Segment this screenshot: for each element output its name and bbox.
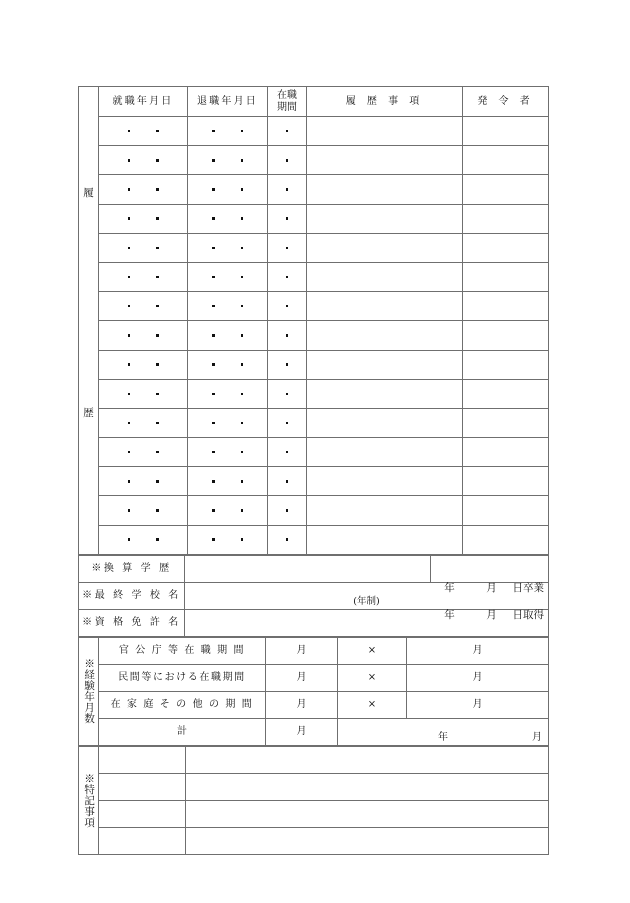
cell-start-date[interactable] [99,467,188,496]
final-school-value[interactable] [185,582,549,609]
date-separator-dot [286,480,289,483]
table-row [79,408,549,437]
license-month-unit: 月 [486,608,497,621]
experience-total-label: 計 [99,718,266,745]
converted-education-value[interactable] [185,555,431,582]
date-separator-dot [286,217,289,220]
remarks-key[interactable] [99,827,186,854]
date-separator-dot [156,509,159,512]
date-separator-dot [212,188,215,191]
date-separator-dot [241,509,244,512]
cell-tenure-period[interactable] [268,292,307,321]
cell-history-item[interactable] [307,525,463,554]
remarks-side-label [79,746,99,854]
table-row [79,379,549,408]
history-side-label [79,87,99,555]
cell-history-item[interactable] [307,146,463,175]
cell-end-date[interactable] [188,350,268,379]
experience-table [78,637,549,746]
date-separator-dot [241,422,244,425]
cell-end-date[interactable] [188,321,268,350]
date-separator-dot [128,538,131,541]
date-separator-dot [156,393,159,396]
tenure-label-line1: 在職 [277,90,297,101]
date-separator-dot [128,130,131,133]
date-separator-dot [241,480,244,483]
cell-issuer[interactable] [463,438,549,467]
cell-start-date[interactable] [99,438,188,467]
cell-end-date[interactable] [188,146,268,175]
date-separator-dot [156,159,159,162]
date-separator-dot [241,130,244,133]
cell-history-item[interactable] [307,292,463,321]
cell-end-date[interactable] [188,292,268,321]
remarks-table [78,746,549,855]
cell-end-date[interactable] [188,117,268,146]
date-separator-dot [156,334,159,337]
table-row [79,262,549,291]
cell-issuer[interactable] [463,379,549,408]
date-separator-dot [241,305,244,308]
remarks-side-label-text: ※特記事項 [83,772,96,828]
date-separator-dot [212,334,215,337]
date-separator-dot [286,276,289,279]
cell-start-date[interactable] [99,350,188,379]
cell-tenure-period[interactable] [268,233,307,262]
date-separator-dot [156,276,159,279]
education-table [78,555,549,637]
date-separator-dot [286,422,289,425]
date-separator-dot [128,217,131,220]
cell-end-date[interactable] [188,408,268,437]
table-row [79,175,549,204]
date-separator-dot [286,363,289,366]
date-separator-dot [241,393,244,396]
experience-result-home[interactable] [407,691,549,718]
date-separator-dot [128,188,131,191]
date-separator-dot [212,247,215,250]
cell-end-date[interactable] [188,262,268,291]
remarks-value[interactable] [186,746,549,773]
column-header-tenure-period [268,87,307,117]
cell-history-item[interactable] [307,117,463,146]
cell-end-date[interactable] [188,175,268,204]
table-row [79,204,549,233]
cell-issuer[interactable] [463,262,549,291]
converted-education-row [79,555,549,582]
date-separator-dot [156,480,159,483]
cell-start-date[interactable] [99,379,188,408]
final-school-row [79,582,549,609]
cell-tenure-period[interactable] [268,496,307,525]
cell-start-date[interactable] [99,146,188,175]
cell-tenure-period[interactable] [268,146,307,175]
experience-label-home: 在 家 庭 そ の 他 の 期 間 [99,691,266,718]
date-separator-dot [241,188,244,191]
experience-result-public[interactable] [407,637,549,664]
history-side-label-top: 履 [83,187,94,199]
final-school-label: ※最 終 学 校 名 [79,582,185,609]
date-separator-dot [128,480,131,483]
cell-tenure-period[interactable] [268,467,307,496]
date-separator-dot [128,451,131,454]
cell-start-date[interactable] [99,292,188,321]
table-row [79,350,549,379]
multiply-icon: × [367,699,377,711]
date-separator-dot [128,276,131,279]
date-separator-dot [156,451,159,454]
cell-tenure-period[interactable] [268,350,307,379]
date-separator-dot [212,276,215,279]
table-row [79,117,549,146]
remarks-value[interactable] [186,773,549,800]
table-row [79,467,549,496]
result-unit: 月 [472,645,483,657]
result-unit: 月 [472,672,483,684]
multiply-icon: × [367,672,377,684]
cell-issuer[interactable] [463,117,549,146]
experience-total-result[interactable] [338,718,549,745]
cell-tenure-period[interactable] [268,117,307,146]
experience-months-home[interactable] [266,691,338,718]
cell-history-item[interactable] [307,379,463,408]
table-row [79,525,549,554]
cell-history-item[interactable] [307,408,463,437]
date-separator-dot [156,130,159,133]
table-row [79,233,549,262]
table-row [79,146,549,175]
cell-start-date[interactable] [99,321,188,350]
cell-end-date[interactable] [188,467,268,496]
graduation-date-line [429,582,545,594]
date-separator-dot [212,130,215,133]
converted-education-label: ※換 算 学 歴 [79,555,185,582]
date-separator-dot [128,159,131,162]
date-separator-dot [286,159,289,162]
cell-end-date[interactable] [188,525,268,554]
cell-history-item[interactable] [307,467,463,496]
date-separator-dot [156,217,159,220]
total-years-unit: 年 [438,731,448,743]
remarks-row [79,773,549,800]
cell-start-date[interactable] [99,496,188,525]
column-header-history-item: 履 歴 事 項 [307,87,463,117]
date-separator-dot [286,509,289,512]
cell-issuer[interactable] [463,467,549,496]
column-header-end-date: 退職年月日 [188,87,268,117]
history-header-row [79,87,549,117]
remarks-value[interactable] [186,827,549,854]
date-separator-dot [286,188,289,191]
cell-end-date[interactable] [188,438,268,467]
history-side-label-bottom: 歴 [83,407,94,419]
date-separator-dot [128,305,131,308]
cell-start-date[interactable] [99,262,188,291]
remarks-row [79,800,549,827]
date-separator-dot [212,509,215,512]
date-separator-dot [212,538,215,541]
graduation-day-unit: 日卒業 [512,581,544,594]
cell-issuer[interactable] [463,408,549,437]
cell-start-date[interactable] [99,408,188,437]
license-label: ※資 格 免 許 名 [79,609,185,636]
months-unit: 月 [296,645,307,657]
license-date-line [429,609,545,621]
graduation-month-unit: 月 [486,581,497,594]
tenure-label-line2: 期間 [277,101,297,113]
license-value[interactable] [185,609,549,636]
date-separator-dot [212,305,215,308]
license-row [79,609,549,636]
date-separator-dot [212,363,215,366]
cell-history-item[interactable] [307,175,463,204]
cell-history-item[interactable] [307,262,463,291]
result-unit: 月 [472,699,483,711]
experience-label-public: 官 公 庁 等 在 職 期 間 [99,637,266,664]
multiply-icon: × [367,645,377,657]
table-row [79,438,549,467]
experience-side-label [79,637,99,745]
date-separator-dot [241,538,244,541]
date-separator-dot [128,509,131,512]
cell-issuer[interactable] [463,233,549,262]
history-table [78,86,549,555]
column-header-start-date: 就職年月日 [99,87,188,117]
cell-tenure-period[interactable] [268,408,307,437]
date-separator-dot [128,422,131,425]
cell-tenure-period[interactable] [268,379,307,408]
date-separator-dot [241,217,244,220]
cell-history-item[interactable] [307,350,463,379]
cell-history-item[interactable] [307,496,463,525]
cell-issuer[interactable] [463,204,549,233]
date-separator-dot [212,422,215,425]
cell-history-item[interactable] [307,438,463,467]
date-separator-dot [286,393,289,396]
experience-row-home [79,691,549,718]
cell-tenure-period[interactable] [268,204,307,233]
date-separator-dot [286,130,289,133]
column-header-issuer: 発 令 者 [463,87,549,117]
total-months-unit: 月 [532,731,542,743]
date-separator-dot [286,334,289,337]
experience-result-private[interactable] [407,664,549,691]
cell-history-item[interactable] [307,321,463,350]
experience-months-private[interactable] [266,664,338,691]
career-history-form [78,86,548,855]
experience-row-private [79,664,549,691]
remarks-key[interactable] [99,800,186,827]
cell-start-date[interactable] [99,525,188,554]
cell-tenure-period[interactable] [268,438,307,467]
date-separator-dot [156,305,159,308]
date-separator-dot [212,159,215,162]
cell-start-date[interactable] [99,117,188,146]
date-separator-dot [286,538,289,541]
date-separator-dot [241,159,244,162]
date-separator-dot [241,334,244,337]
table-row [79,496,549,525]
converted-education-extra[interactable] [431,555,549,582]
remarks-key[interactable] [99,773,186,800]
date-separator-dot [212,451,215,454]
months-unit: 月 [296,699,307,711]
cell-start-date[interactable] [99,204,188,233]
experience-months-public[interactable] [266,637,338,664]
year-system-note: (年制) [353,595,380,607]
cell-tenure-period[interactable] [268,262,307,291]
cell-start-date[interactable] [99,233,188,262]
experience-factor-private[interactable] [338,664,407,691]
date-separator-dot [241,451,244,454]
date-separator-dot [128,247,131,250]
cell-tenure-period[interactable] [268,175,307,204]
cell-tenure-period[interactable] [268,321,307,350]
date-separator-dot [212,480,215,483]
table-row [79,321,549,350]
cell-tenure-period[interactable] [268,525,307,554]
experience-total-row [79,718,549,745]
date-separator-dot [156,363,159,366]
cell-issuer[interactable] [463,496,549,525]
date-separator-dot [156,247,159,250]
cell-start-date[interactable] [99,175,188,204]
date-separator-dot [286,247,289,250]
remarks-row [79,746,549,773]
cell-issuer[interactable] [463,146,549,175]
cell-issuer[interactable] [463,525,549,554]
months-unit: 月 [296,672,307,684]
cell-history-item[interactable] [307,233,463,262]
date-separator-dot [241,363,244,366]
experience-total-months[interactable] [266,718,338,745]
graduation-year-unit: 年 [444,581,455,594]
date-separator-dot [156,422,159,425]
cell-end-date[interactable] [188,379,268,408]
cell-end-date[interactable] [188,233,268,262]
cell-end-date[interactable] [188,496,268,525]
date-separator-dot [212,393,215,396]
experience-factor-home[interactable] [338,691,407,718]
cell-history-item[interactable] [307,204,463,233]
months-unit: 月 [296,726,307,738]
date-separator-dot [128,393,131,396]
date-separator-dot [156,538,159,541]
date-separator-dot [128,334,131,337]
cell-issuer[interactable] [463,175,549,204]
experience-factor-public[interactable] [338,637,407,664]
cell-issuer[interactable] [463,350,549,379]
date-separator-dot [241,247,244,250]
date-separator-dot [286,305,289,308]
cell-end-date[interactable] [188,204,268,233]
date-separator-dot [128,363,131,366]
license-day-unit: 日取得 [512,608,544,621]
cell-issuer[interactable] [463,292,549,321]
experience-label-private: 民間等における在職期間 [99,664,266,691]
cell-issuer[interactable] [463,321,549,350]
experience-side-label-text: ※経験年月数 [83,658,96,725]
experience-row-public [79,637,549,664]
date-separator-dot [286,451,289,454]
date-separator-dot [241,276,244,279]
table-row [79,292,549,321]
license-year-unit: 年 [444,608,455,621]
remarks-value[interactable] [186,800,549,827]
remarks-key[interactable] [99,746,186,773]
date-separator-dot [212,217,215,220]
date-separator-dot [156,188,159,191]
remarks-row [79,827,549,854]
